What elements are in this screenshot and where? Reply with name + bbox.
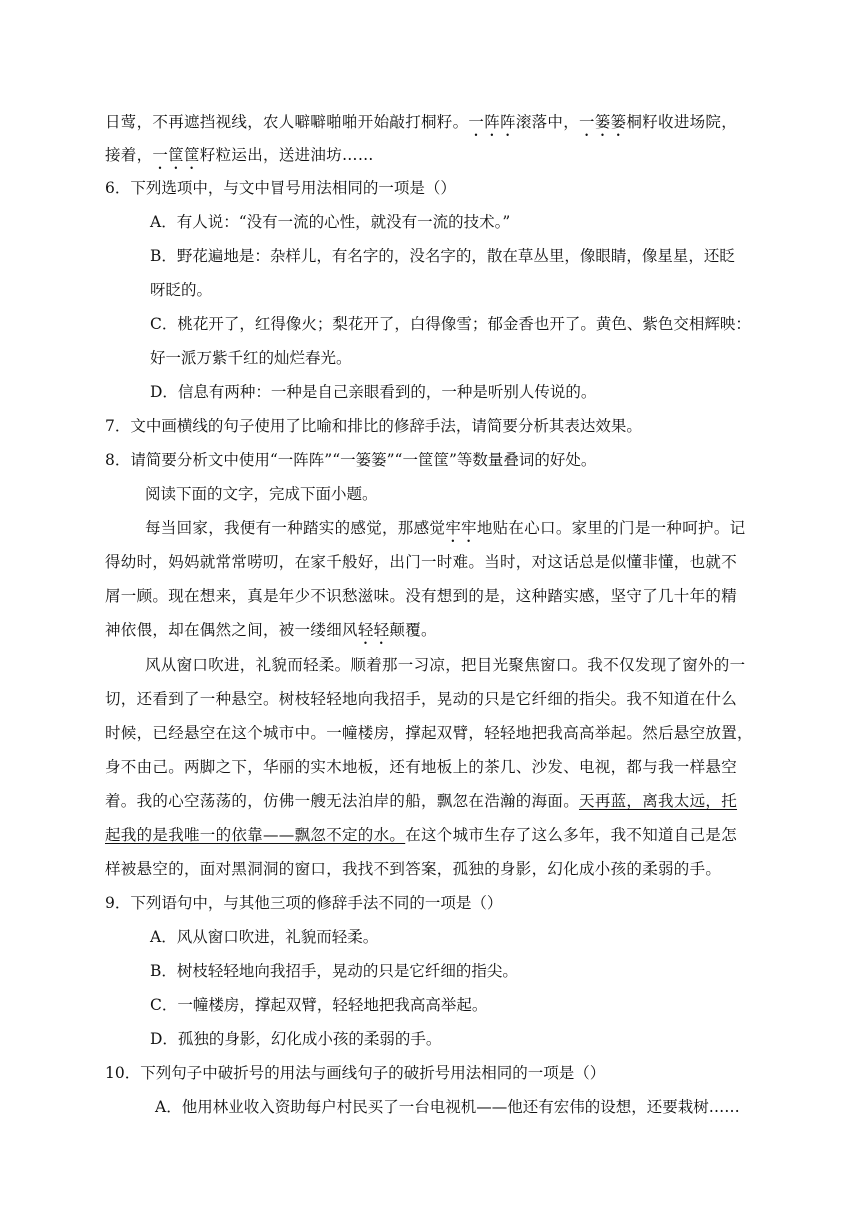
text-span: 滚落中， — [515, 113, 580, 131]
q6-option-c-line1: C．桃花开了，红得像火；梨花开了，白得像雪；郁金香也开了。黄色、紫色交相辉映： — [150, 315, 751, 333]
emphasized-word: 一阵阵 — [468, 113, 516, 131]
q9-option-a: A．风从窗口吹进，礼貌而轻柔。 — [150, 928, 379, 946]
passage2-p2-line5 — [105, 791, 737, 811]
q10-option-a: A．他用林业收入资助每户村民买了一台电视机——他还有宏伟的设想，还要栽树…… — [155, 1098, 740, 1116]
text-span: 籽粒运出，送进油坊…… — [199, 146, 374, 164]
q6-option-c-line2: 好一派万紫千红的灿烂春光。 — [150, 349, 352, 367]
q9-option-d: D．孤独的身影，幻化成小孩的柔弱的手。 — [150, 1030, 442, 1048]
reading-intro: 阅读下面的文字，完成下面小题。 — [145, 485, 378, 503]
emphasized-word: 一筐筐 — [152, 146, 200, 164]
text-span: 接着， — [105, 146, 153, 164]
passage2-p1-line1 — [145, 518, 745, 546]
q6-option-d: D．信息有两种：一种是自己亲眼看到的，一种是听别人传说的。 — [150, 383, 597, 401]
question-10-stem: 10．下列句子中破折号的用法与画线句子的破折号用法相同的一项是（） — [105, 1064, 606, 1082]
passage2-p1-line3: 屑一顾。现在想来，真是年少不识愁滋味。没有想到的是，这种踏实感，坚守了几十年的精 — [105, 587, 738, 605]
text-span: 每当回家，我便有一种踏实的感觉，那感觉 — [145, 519, 446, 537]
q6-option-b-line2: 呀眨的。 — [150, 281, 213, 299]
question-7-stem: 7．文中画横线的句子使用了比喻和排比的修辞手法，请简要分析其表达效果。 — [105, 417, 642, 435]
q9-option-c: C．一幢楼房，撑起双臂，轻轻地把我高高举起。 — [150, 996, 488, 1014]
q9-option-b: B．树枝轻轻地向我招手，晃动的只是它纤细的指尖。 — [150, 962, 518, 980]
underlined-sentence: 起我的是我唯一的依靠——飘忽不定的水。 — [105, 826, 406, 844]
passage2-p2-line3: 时候，已经悬空在这个城市中。一幢楼房，撑起双臂，轻轻地把我高高举起。然后悬空放置， — [105, 724, 753, 742]
text-span: 神依偎，却在偶然之间，被一缕细风 — [105, 621, 358, 639]
question-9-stem: 9．下列语句中，与其他三项的修辞手法不同的一项是（） — [105, 894, 503, 912]
q6-option-b-line1: B．野花遍地是：杂样儿，有名字的，没名字的，散在草丛里，像眼睛，像星星，还眨 — [150, 247, 735, 265]
text-span: 桐籽收进场院， — [626, 113, 738, 131]
passage2-p2-line2: 切，还看到了一种悬空。树枝轻轻地向我招手，晃动的只是它纤细的指尖。我不知道在什么 — [105, 690, 738, 708]
passage2-p1-line2: 得幼时，妈妈就常常唠叨，在家千般好，出门一时难。当时，对这话总是似懂非懂，也就不 — [105, 553, 738, 571]
passage2-p2-line1: 风从窗口吹进，礼貌而轻柔。顺着那一习凉，把目光聚焦窗口。我不仅发现了窗外的一 — [145, 656, 746, 674]
emphasized-word: 轻轻 — [357, 621, 390, 639]
passage2-p2-line6 — [105, 825, 737, 845]
passage2-p2-line7: 样被悬空的，面对黑洞洞的窗口，我找不到答案，孤独的身影，幻化成小孩的柔弱的手。 — [105, 860, 722, 878]
underlined-sentence: 天再蓝，离我太远，托 — [579, 792, 738, 810]
text-span: 地贴在心口。家里的门是一种呵护。记 — [476, 519, 746, 537]
passage1-line-1 — [105, 112, 737, 140]
text-span: 颠覆。 — [389, 621, 437, 639]
text-span: 着。我的心空荡荡的，仿佛一艘无法泊岸的船，飘忽在浩瀚的海面。 — [105, 792, 580, 810]
question-6-stem: 6．下列选项中，与文中冒号用法相同的一项是（） — [105, 179, 456, 197]
emphasized-word: 牢牢 — [445, 519, 477, 537]
emphasized-word: 一篓篓 — [579, 113, 627, 131]
passage1-line-2 — [105, 145, 374, 173]
passage2-p1-line4 — [105, 620, 437, 648]
text-span: 日莺，不再遮挡视线，农人噼噼啪啪开始敲打桐籽。 — [105, 113, 469, 131]
q6-option-a: A．有人说：“没有一流的心性，就没有一流的技术。” — [150, 213, 511, 231]
question-8-stem: 8．请简要分析文中使用“一阵阵”“一篓篓”“一筐筐”等数量叠词的好处。 — [105, 451, 597, 469]
passage2-p2-line4: 身不由己。两脚之下，华丽的实木地板，还有地板上的茶几、沙发、电视，都与我一样悬空 — [105, 758, 738, 776]
text-span: 在这个城市生存了这么多年，我不知道自己是怎 — [405, 826, 738, 844]
